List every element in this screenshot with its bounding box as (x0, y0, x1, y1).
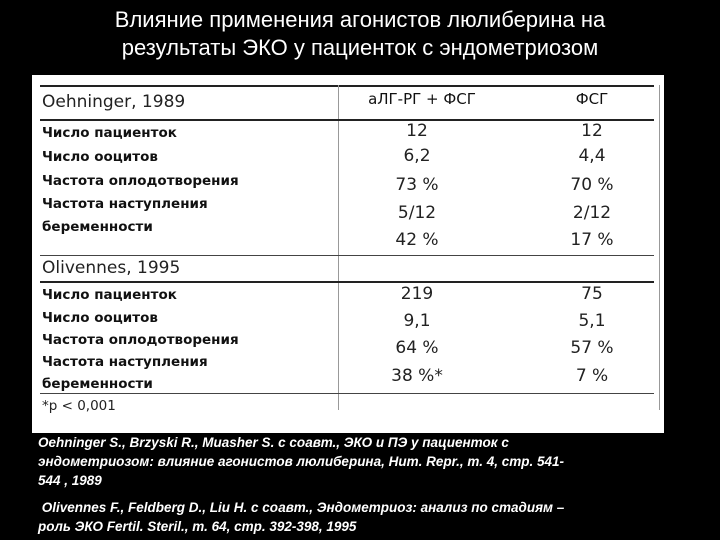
s2-label-pregnancy: Частота наступления (42, 354, 208, 370)
s1-col1-patients: 12 (406, 121, 428, 141)
s2-label-oocytes: Число ооцитов (42, 310, 158, 326)
reference-2 (38, 498, 688, 536)
s1-col2-pregnancy-rate: 17 % (570, 230, 614, 250)
s1-label-oocytes: Число ооцитов (42, 149, 158, 165)
column-divider-2 (659, 85, 660, 410)
significance-footnote: *р < 0,001 (42, 398, 116, 414)
s2-label-fertilization: Частота оплодотворения (42, 332, 239, 348)
s2-col1-fertilization: 64 % (395, 338, 439, 358)
study1-author: Oehninger, 1989 (42, 92, 186, 112)
s1-col1-fertilization: 73 % (395, 175, 439, 195)
s1-label-patients: Число пациенток (42, 125, 177, 141)
s1-label-pregnancy-2: беременности (42, 219, 153, 235)
s1-col1-pregnancy-rate: 42 % (395, 230, 439, 250)
study2-author: Olivennes, 1995 (42, 258, 181, 278)
reference-1-line-1: Oehninger S., Brzyski R., Muasher S. с соавт., ЭКО и ПЭ у пациенток с (38, 435, 509, 450)
reference-2-line-1: Olivennes F., Feldberg D., Liu H. с соавт., Эндометриоз: анализ по стадиям – (38, 500, 565, 515)
s2-col1-patients: 219 (400, 284, 434, 304)
study-divider (40, 255, 654, 256)
slide-title (0, 6, 720, 62)
s1-col2-patients: 12 (581, 121, 603, 141)
s2-label-patients: Число пациенток (42, 287, 177, 303)
title-line-1: Влияние применения агонистов люлиберина на (114, 7, 606, 32)
s1-label-fertilization: Частота оплодотворения (42, 173, 239, 189)
title-line-2: результаты ЭКО у пациенток с эндометриозом (121, 35, 599, 60)
results-table (32, 75, 664, 433)
s2-col2-patients: 75 (581, 284, 603, 304)
table-top-border (40, 85, 654, 87)
s2-col2-oocytes: 5,1 (578, 311, 606, 331)
s2-label-pregnancy-2: беременности (42, 376, 153, 392)
column-header-agonist: аЛГ-РГ + ФСГ (368, 90, 476, 108)
s2-col2-pregnancy-rate: 7 % (575, 366, 609, 386)
s1-col1-pregnancy-fraction: 5/12 (397, 203, 437, 223)
study2-header-divider (40, 281, 654, 283)
s1-label-pregnancy: Частота наступления (42, 196, 208, 212)
footnote-divider (40, 393, 654, 394)
s2-col1-oocytes: 9,1 (403, 311, 431, 331)
reference-1-line-2: эндометриозом: влияние агонистов люлиберина, Hum. Repr., т. 4, стр. 541- (38, 454, 564, 469)
s1-col2-fertilization: 70 % (570, 175, 614, 195)
s1-col2-pregnancy-fraction: 2/12 (572, 203, 612, 223)
reference-1-line-3: 544 , 1989 (38, 473, 102, 488)
column-header-fsh: ФСГ (575, 90, 609, 108)
s1-col1-oocytes: 6,2 (403, 146, 431, 166)
s1-col2-oocytes: 4,4 (578, 146, 606, 166)
s2-col1-pregnancy-rate: 38 %* (391, 366, 443, 386)
s2-col2-fertilization: 57 % (570, 338, 614, 358)
reference-1 (38, 433, 688, 490)
reference-2-line-2: роль ЭКО Fertil. Steril., т. 64, стр. 392-398, 1995 (38, 519, 357, 534)
column-divider-1 (338, 85, 339, 410)
